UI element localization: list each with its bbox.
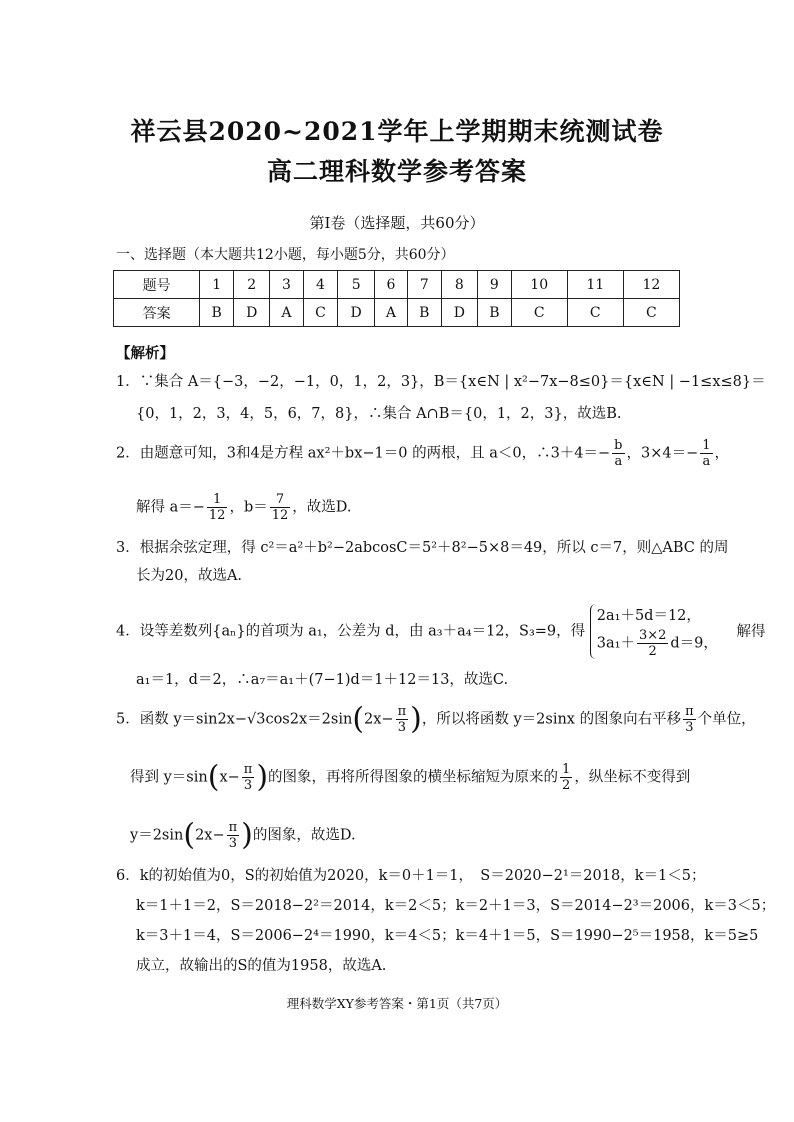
denominator: a [702, 454, 711, 469]
table-cell: 6 [374, 271, 407, 299]
text: ， [714, 445, 730, 462]
solution-4-line-2: a₁＝1，d＝2，∴a₇＝a₁＋(7−1)d＝1＋12＝13，故选C. [136, 672, 509, 688]
table-cell: B [200, 299, 234, 327]
equation-2 [597, 628, 718, 659]
denominator: a [614, 454, 623, 469]
table-cell: 2 [234, 271, 270, 299]
right-paren: ) [256, 759, 269, 795]
numerator: π [243, 762, 253, 777]
solution-3-line-1: 3．根据余弦定理，得 c²＝a²＋b²−2abcosC＝5²＋8²−5×8＝49，所以 c＝7，则△ABC 的周 [116, 540, 729, 556]
section-heading: 一、选择题（本大题共12小题，每小题5分，共60分） [116, 247, 455, 263]
text: 2x− [364, 711, 394, 728]
numerator: π [397, 704, 407, 719]
left-paren: ( [207, 759, 220, 795]
table-cell: C [511, 299, 567, 327]
document-subtitle: 高二理科数学参考答案 [266, 157, 527, 186]
equation-1: 2a₁＋5d＝12， [596, 608, 701, 624]
analysis-label: 【解析】 [116, 345, 174, 362]
fraction [207, 492, 228, 523]
numerator: π [685, 704, 694, 719]
answer-table [113, 270, 680, 327]
table-cell: D [338, 299, 374, 327]
fraction [612, 438, 624, 469]
table-cell: 3 [270, 271, 303, 299]
left-paren: ( [352, 701, 365, 737]
numerator: 7 [270, 492, 291, 508]
fraction [242, 762, 255, 793]
table-cell: C [303, 299, 338, 327]
solution-4-line-1 [116, 604, 766, 659]
solution-2-line-1 [116, 438, 729, 469]
table-cell: A [374, 299, 407, 327]
table-cell: 10 [511, 271, 567, 299]
table-cell: 1 [200, 271, 234, 299]
document-title: 祥云县2020~2021学年上学期期末统测试卷 [130, 117, 664, 146]
text: 5．函数 y＝sin2x−√3cos2x＝2sin [116, 711, 353, 728]
solution-6-line-4: 成立，故输出的S的值为1958，故选A. [136, 958, 387, 974]
text: 个单位， [697, 711, 756, 728]
table-cell: 9 [478, 271, 512, 299]
text: d＝9， [670, 635, 718, 652]
volume-heading: 第Ⅰ卷（选择题，共60分） [309, 214, 485, 232]
text: 解得 a＝− [136, 499, 205, 516]
numerator: b [614, 438, 623, 453]
text: 得到 y＝sin [130, 769, 208, 786]
denominator: 3 [685, 720, 694, 735]
denominator: 12 [271, 508, 289, 523]
fraction [700, 438, 712, 469]
numerator: 1 [562, 762, 571, 777]
solution-3-line-2: 长为20，故选A. [136, 568, 243, 584]
denominator: 3 [228, 836, 238, 851]
text: 的图象，故选D. [252, 827, 356, 844]
fraction [637, 628, 668, 659]
table-header-answer: 答案 [114, 299, 200, 327]
table-header-number: 题号 [114, 271, 200, 299]
solution-6-line-1: 6．k的初始值为0，S的初始值为2020，k＝0＋1＝1， S＝2020−2¹＝2018，k＝1＜5； [116, 868, 706, 884]
solution-2-line-2 [136, 492, 352, 523]
numerator: 3×2 [638, 628, 667, 643]
table-cell: B [407, 299, 441, 327]
text: ，所以将函数 y＝2sinx 的图象向右平移 [421, 711, 682, 728]
table-cell: 7 [407, 271, 441, 299]
numerator: 1 [207, 492, 228, 508]
table-cell: B [478, 299, 512, 327]
numerator: 1 [702, 438, 711, 453]
table-cell: 8 [441, 271, 477, 299]
denominator: 12 [208, 508, 226, 523]
table-cell: D [441, 299, 477, 327]
denominator: 2 [562, 778, 571, 793]
fraction [683, 704, 696, 735]
solution-5-line-2 [130, 759, 691, 795]
answer-table-number-row [114, 271, 680, 299]
table-cell: A [270, 299, 303, 327]
table-cell: C [567, 299, 623, 327]
denominator: 2 [648, 644, 657, 659]
text: ，b＝ [229, 499, 268, 516]
text: 4．设等差数列{aₙ}的首项为 a₁，公差为 d，由 a₃＋a₄＝12，S₃=9，得 [116, 623, 586, 640]
fraction [560, 762, 572, 793]
text: ，3×4＝− [626, 445, 699, 462]
left-paren: ( [183, 817, 196, 853]
right-paren: ) [241, 817, 253, 853]
text: x− [219, 769, 240, 786]
solution-5-line-1 [116, 701, 756, 737]
solution-5-line-3 [130, 817, 356, 853]
table-cell: 12 [623, 271, 679, 299]
solution-1-line-1: 1．∵集合 A＝{−3，−2，−1，0，1，2，3}，B＝{x∈N | x²−7x−8≤0}＝{x∈N | −1≤x≤8}＝ [116, 374, 766, 390]
text: 3a₁＋ [596, 635, 635, 652]
page-footer: 理科数学XY参考答案・第1页（共7页） [286, 996, 508, 1011]
solution-6-line-3: k＝3＋1＝4，S＝2006−2⁴＝1990，k＝4＜5；k＝4＋1＝5，S＝1990−2⁵＝1958，k＝5≥5 [136, 928, 759, 944]
table-cell: 4 [303, 271, 338, 299]
text: ，纵坐标不变得到 [574, 769, 691, 786]
denominator: 3 [243, 778, 253, 793]
fraction [227, 820, 240, 851]
table-cell: D [234, 299, 270, 327]
right-paren: ) [410, 701, 422, 737]
text: 解得 [736, 623, 766, 640]
table-cell: C [623, 299, 679, 327]
text: 2．由题意可知，3和4是方程 ax²＋bx−1＝0 的两根，且 a＜0，∴3＋4＝− [116, 445, 611, 462]
text: 2x− [195, 827, 225, 844]
numerator: π [228, 820, 238, 835]
denominator: 3 [397, 720, 406, 735]
text: ，故选D. [292, 499, 352, 516]
equation-system [590, 604, 718, 659]
solution-6-line-2: k＝1＋1＝2，S＝2018−2²＝2014，k＝2＜5；k＝2＋1＝3，S＝2014−2³＝2006，k＝3＜5； [136, 898, 776, 914]
table-cell: 11 [567, 271, 623, 299]
fraction [270, 492, 291, 523]
text: 的图象，再将所得图象的横坐标缩短为原来的 [268, 769, 559, 786]
table-cell: 5 [338, 271, 374, 299]
fraction [396, 704, 409, 735]
solution-1-line-2: {0，1，2，3，4，5，6，7，8}，∴集合 A∩B＝{0，1，2，3}，故选B. [136, 406, 622, 422]
answer-table-answer-row [114, 299, 680, 327]
text: y＝2sin [130, 827, 184, 844]
